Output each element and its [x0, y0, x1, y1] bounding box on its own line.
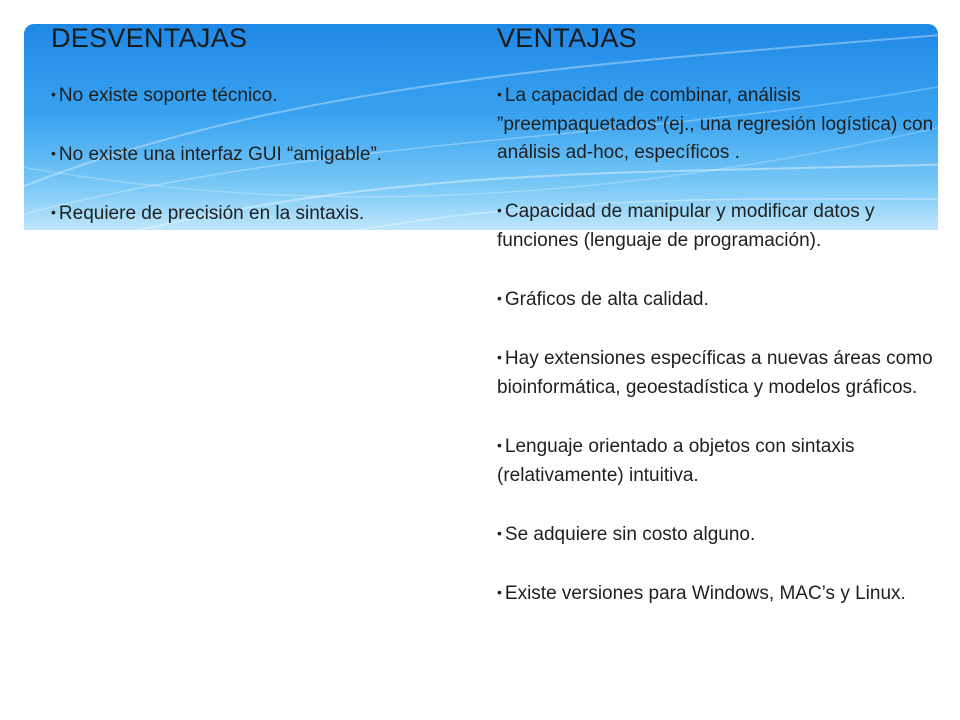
bullet-icon: • [497, 349, 502, 366]
bullet-icon: • [497, 290, 502, 307]
bullet-icon: • [51, 145, 56, 162]
list-item: • Requiere de precisión en la sintaxis. [51, 203, 365, 225]
list-item: • No existe una interfaz GUI “amigable”. [51, 144, 383, 166]
bullet-icon: • [497, 524, 502, 541]
advantages-column [497, 22, 937, 637]
list-item: • No existe soporte técnico. [51, 85, 278, 106]
bullet-icon: • [497, 584, 502, 601]
bullet-icon: • [51, 86, 56, 102]
bullet-icon: • [51, 204, 56, 221]
disadvantages-heading: DESVENTAJAS [51, 23, 248, 53]
bullet-icon: • [497, 437, 502, 454]
list-item: • Capacidad de manipular y modificar datos y funciones (lenguaje de programación). [497, 201, 875, 251]
bullet-icon: • [497, 86, 502, 102]
disadvantages-list [51, 80, 471, 229]
bullet-icon: • [497, 202, 502, 219]
list-item: • Lenguaje orientado a objetos con sintaxis (relativamente) intuitiva. [497, 436, 855, 486]
list-item: • Existe versiones para Windows, MAC’s y Linux. [497, 583, 906, 605]
list-item: • Gráficos de alta calidad. [497, 289, 709, 311]
list-item: • Se adquiere sin costo alguno. [497, 523, 756, 545]
list-item: • Hay extensiones específicas a nuevas áreas como bioinformática, geoestadística y modelos gráficos. [497, 348, 933, 398]
disadvantages-column [51, 22, 471, 258]
advantages-list [497, 80, 937, 609]
advantages-heading: VENTAJAS [497, 23, 637, 53]
list-item: • La capacidad de combinar, análisis ”preempaquetados”(ej., una regresión logística) con análisis ad-hoc, específicos . [497, 85, 934, 164]
